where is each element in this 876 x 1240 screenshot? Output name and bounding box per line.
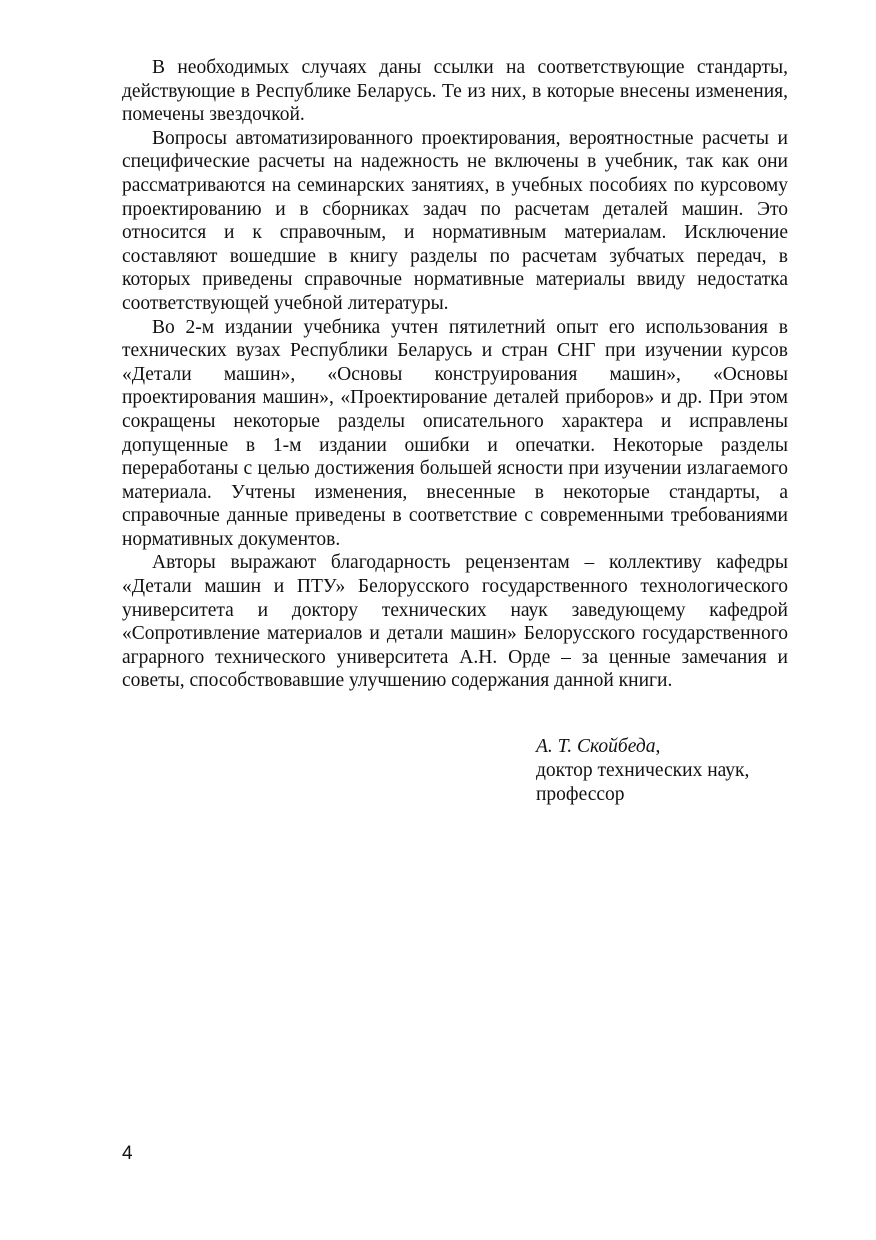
body-text [122,56,788,693]
page-number: 4 [122,1143,133,1164]
author-name: А. Т. Скойбеда [536,736,656,757]
paragraph-second-edition: Во 2-м издании учебника учтен пятилетний опыт его использования в технических вузах Республики Беларусь и стран СНГ при изучении курсов «Детали машин», «Основы конструирования машин», «Основы проектирования машин», «Проектирование деталей приборов» и др. При этом сокращены некоторые разделы описательного характера и исправлены допущенные в 1-м издании ошибки и опечатки. Некоторые разделы переработаны с целью достижения большей ясности при изучении излагаемого материала. Учтены изменения, внесенные в некоторые стандарты, а справочные данные приведены в соответствие с современными требованиями нормативных документов. [122,316,788,550]
paragraph-acknowledgements: Авторы выражают благодарность рецензентам – коллективу кафедры «Детали машин и ПТУ» Белорусского государственного технологического университета и доктору технических наук заведующему кафедрой «Сопротивление материалов и детали машин» Белорусского государственного аграрного технического университета А.Н. Орде – за ценные замечания и советы, способствовавшие улучшению содержания данной книги. [122,552,788,692]
signature-name-line [536,735,836,759]
paragraph-excluded-topics: Вопросы автоматизированного проектирования, вероятностные расчеты и специфические расчеты на надежность не включены в учебник, так как они рассматриваются на семинарских занятиях, в учебных пособиях по курсовому проектированию и в сборниках задач по расчетам деталей машин. Это относится и к справочным, и нормативным материалам. Исключение составляют вошедшие в книгу разделы по расчетам зубчатых передач, в которых приведены справочные нормативные материалы ввиду недостатка соответствующей учебной литературы. [122,127,788,314]
author-name-comma: , [655,736,661,757]
author-signature [536,735,836,807]
author-title: профессор [536,784,625,805]
paragraph-standards: В необходимых случаях даны ссылки на соответствующие стандарты, действующие в Республике Беларусь. Те из них, в которые внесены изменения, помечены звездочкой. [122,57,788,126]
author-degree: доктор технических наук, [536,760,750,781]
